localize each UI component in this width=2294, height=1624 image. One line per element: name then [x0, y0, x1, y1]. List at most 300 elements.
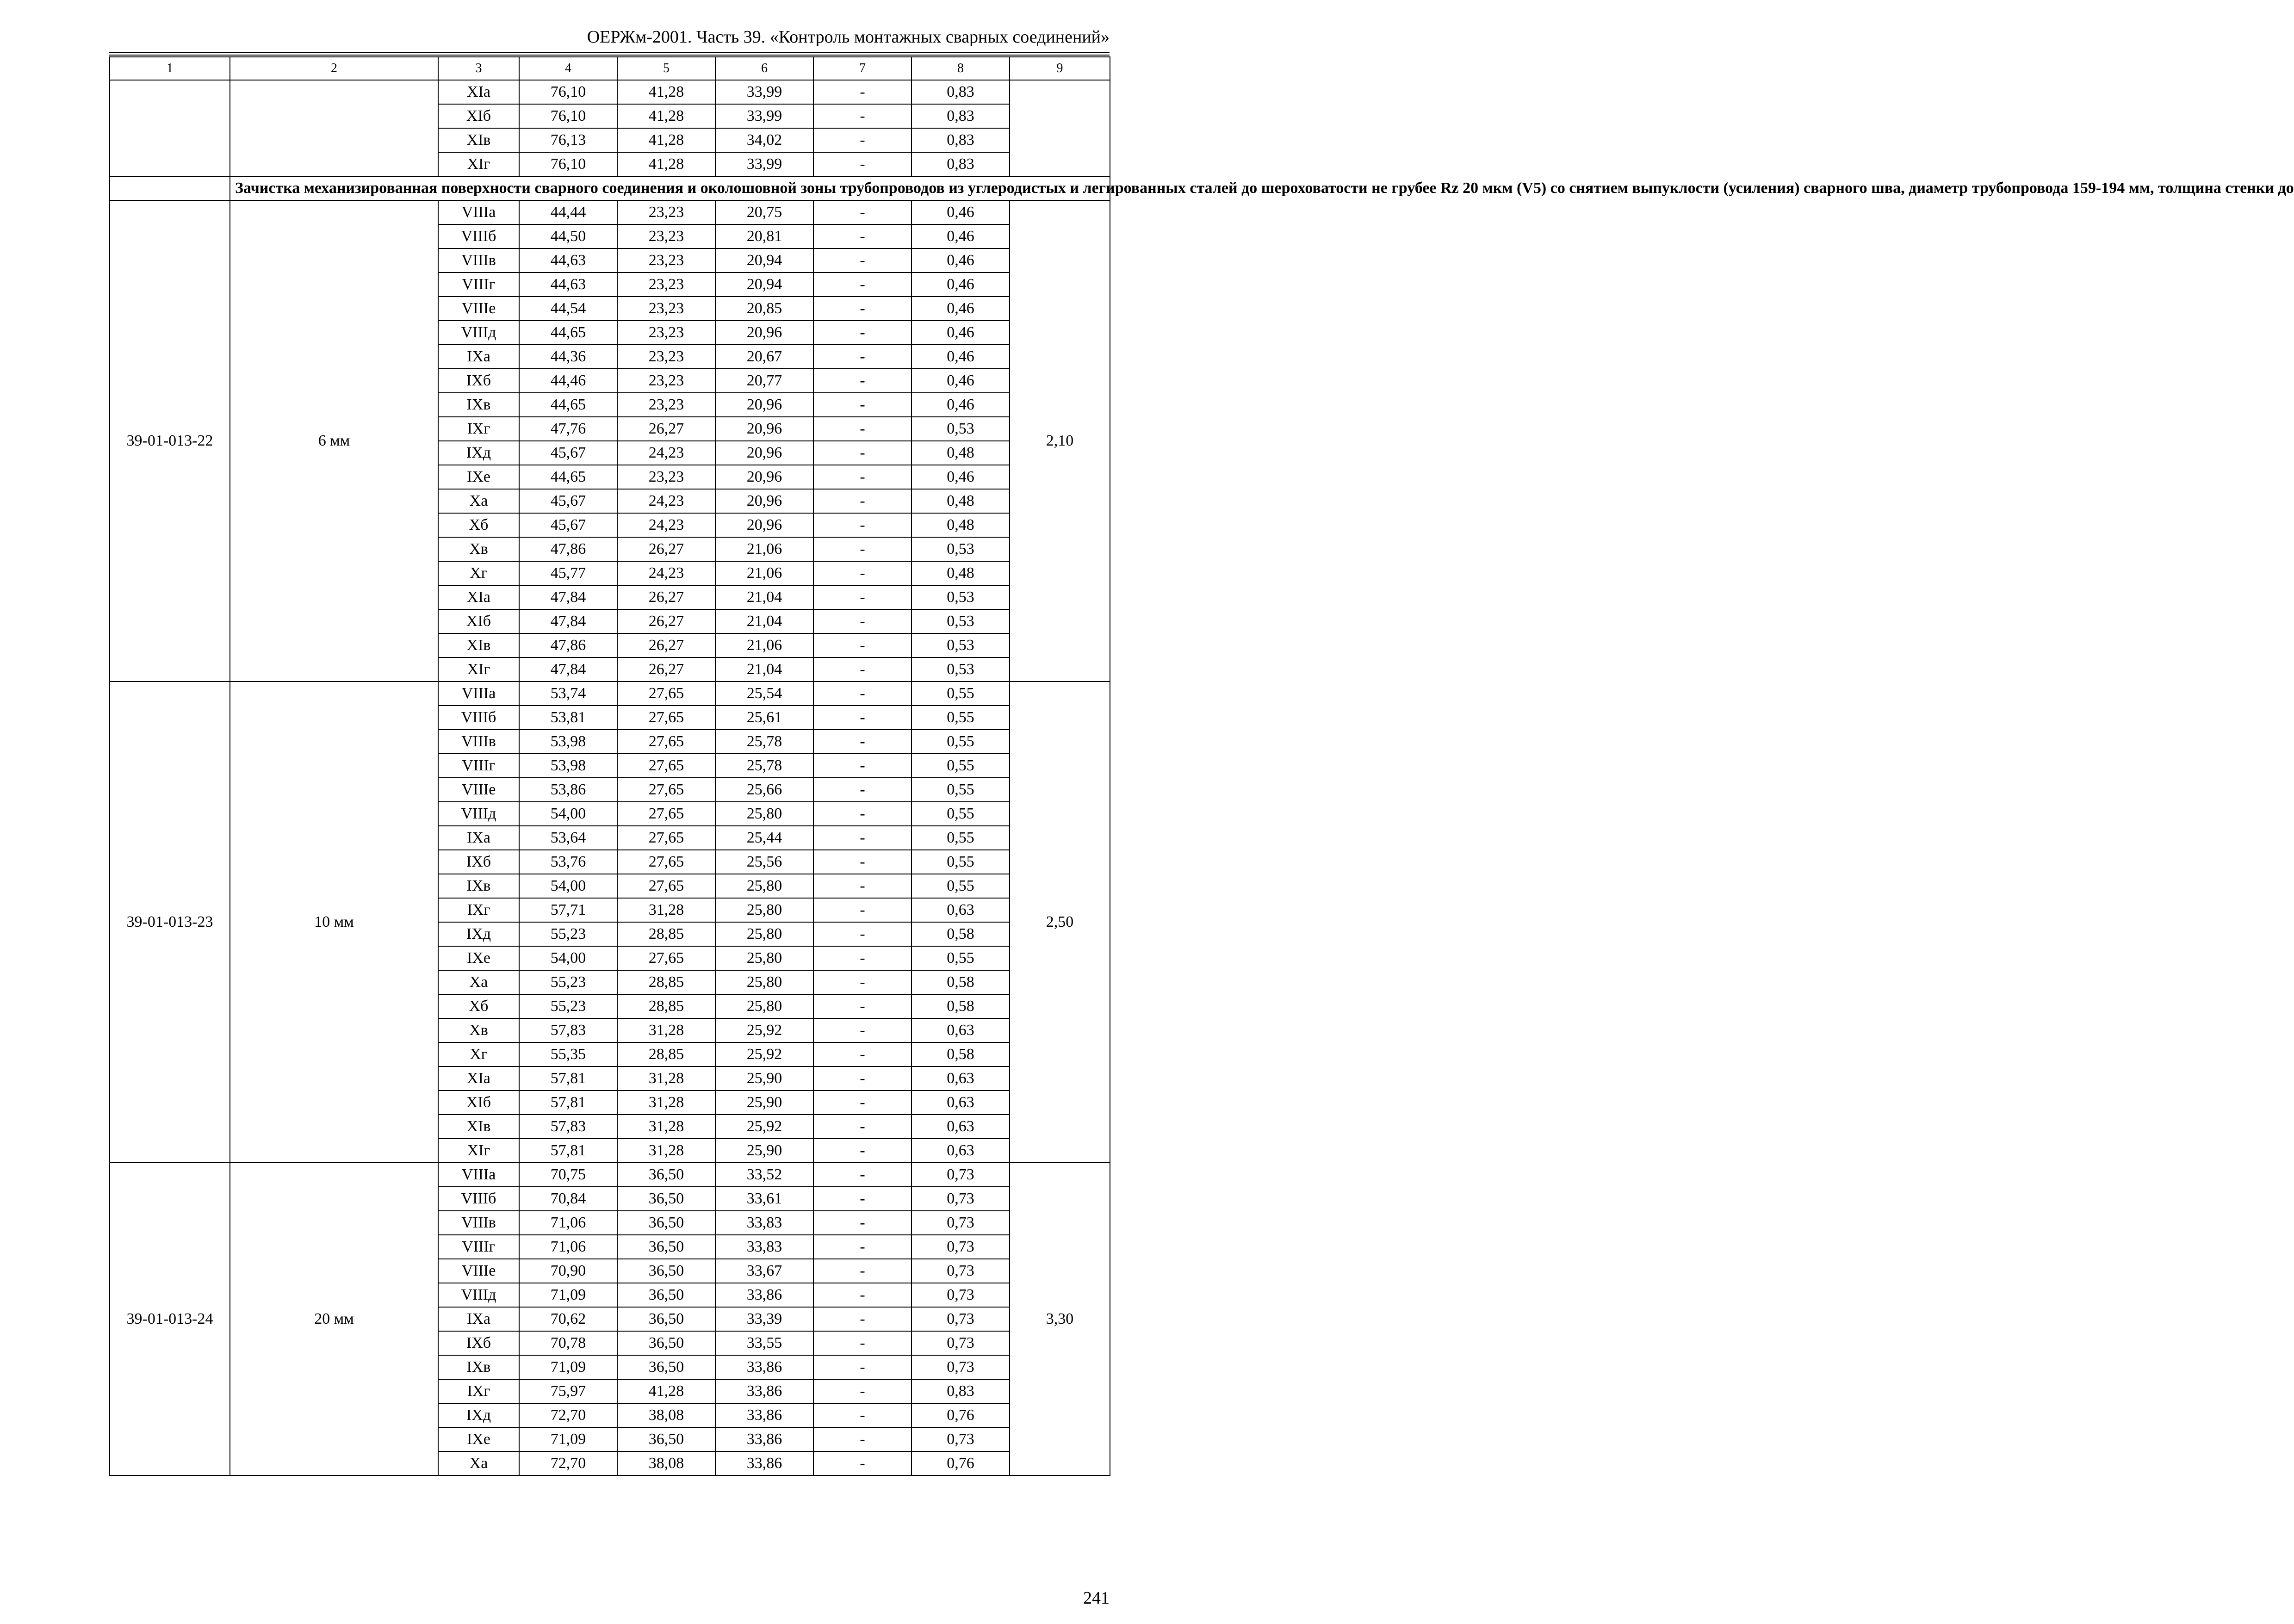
total-cost: 54,00	[519, 802, 617, 826]
wages: 27,65	[617, 802, 715, 826]
materials-cost: 0,73	[911, 1211, 1010, 1235]
total-cost: 71,06	[519, 1211, 617, 1235]
table-row	[110, 200, 1110, 224]
tariff-class: VIIIа	[438, 1163, 519, 1187]
drivers-wages: -	[813, 609, 911, 633]
machine-cost: 33,83	[715, 1235, 813, 1259]
machine-cost: 33,99	[715, 104, 813, 128]
machine-cost: 25,80	[715, 946, 813, 970]
machine-cost: 25,92	[715, 1018, 813, 1042]
wages: 27,65	[617, 874, 715, 898]
column-number: 9	[1010, 57, 1110, 80]
machine-cost: 20,94	[715, 273, 813, 297]
materials-cost: 0,53	[911, 633, 1010, 657]
materials-cost: 0,46	[911, 345, 1010, 369]
materials-cost: 0,48	[911, 441, 1010, 465]
total-cost: 47,76	[519, 417, 617, 441]
tariff-class: VIIIв	[438, 730, 519, 754]
drivers-wages: -	[813, 200, 911, 224]
tariff-class: Xг	[438, 1042, 519, 1066]
tariff-class: IXв	[438, 874, 519, 898]
materials-cost: 0,73	[911, 1331, 1010, 1355]
tariff-class: IXд	[438, 1403, 519, 1427]
column-number: 3	[438, 57, 519, 80]
drivers-wages: -	[813, 80, 911, 104]
drivers-wages: -	[813, 994, 911, 1018]
total-cost: 71,06	[519, 1235, 617, 1259]
thickness-cell	[230, 80, 438, 176]
materials-cost: 0,55	[911, 850, 1010, 874]
coef-cell	[1010, 80, 1110, 176]
materials-cost: 0,73	[911, 1259, 1010, 1283]
rates-table	[109, 56, 2294, 1476]
wages: 26,27	[617, 417, 715, 441]
wages: 41,28	[617, 1379, 715, 1403]
tariff-class: Xб	[438, 513, 519, 537]
drivers-wages: -	[813, 273, 911, 297]
tariff-class: IXб	[438, 369, 519, 393]
materials-cost: 0,46	[911, 224, 1010, 248]
total-cost: 76,10	[519, 152, 617, 176]
machine-cost: 25,78	[715, 730, 813, 754]
materials-cost: 0,46	[911, 273, 1010, 297]
machine-cost: 25,66	[715, 778, 813, 802]
section-code-cell	[110, 176, 230, 200]
total-cost: 53,98	[519, 754, 617, 778]
machine-cost: 25,90	[715, 1091, 813, 1115]
total-cost: 57,83	[519, 1115, 617, 1139]
machine-cost: 20,67	[715, 345, 813, 369]
wall-thickness: 20 мм	[230, 1163, 438, 1475]
total-cost: 44,63	[519, 248, 617, 273]
running-header: ОЕРЖм-2001. Часть 39. «Контроль монтажных сварных соединений»	[587, 27, 1110, 47]
labour-coefficient: 2,50	[1010, 682, 1110, 1163]
total-cost: 44,65	[519, 465, 617, 489]
drivers-wages: -	[813, 1211, 911, 1235]
drivers-wages: -	[813, 1283, 911, 1307]
wages: 27,65	[617, 754, 715, 778]
drivers-wages: -	[813, 826, 911, 850]
materials-cost: 0,58	[911, 922, 1010, 946]
drivers-wages: -	[813, 754, 911, 778]
materials-cost: 0,83	[911, 104, 1010, 128]
machine-cost: 33,99	[715, 152, 813, 176]
total-cost: 44,65	[519, 393, 617, 417]
machine-cost: 25,92	[715, 1115, 813, 1139]
wages: 27,65	[617, 682, 715, 706]
drivers-wages: -	[813, 561, 911, 585]
wages: 23,23	[617, 345, 715, 369]
total-cost: 57,81	[519, 1066, 617, 1091]
machine-cost: 25,80	[715, 922, 813, 946]
total-cost: 55,23	[519, 994, 617, 1018]
wages: 23,23	[617, 321, 715, 345]
materials-cost: 0,55	[911, 826, 1010, 850]
tariff-class: XIг	[438, 152, 519, 176]
tariff-class: XIа	[438, 1066, 519, 1091]
machine-cost: 25,56	[715, 850, 813, 874]
materials-cost: 0,55	[911, 730, 1010, 754]
total-cost: 76,13	[519, 128, 617, 152]
drivers-wages: -	[813, 898, 911, 922]
machine-cost: 33,55	[715, 1331, 813, 1355]
wages: 36,50	[617, 1163, 715, 1187]
tariff-class: XIг	[438, 1139, 519, 1163]
wages: 36,50	[617, 1427, 715, 1451]
total-cost: 71,09	[519, 1427, 617, 1451]
tariff-class: XIб	[438, 1091, 519, 1115]
wages: 38,08	[617, 1403, 715, 1427]
machine-cost: 33,86	[715, 1283, 813, 1307]
wages: 24,23	[617, 441, 715, 465]
drivers-wages: -	[813, 465, 911, 489]
machine-cost: 25,90	[715, 1066, 813, 1091]
drivers-wages: -	[813, 633, 911, 657]
tariff-class: Xв	[438, 537, 519, 561]
materials-cost: 0,58	[911, 970, 1010, 994]
drivers-wages: -	[813, 513, 911, 537]
total-cost: 70,78	[519, 1331, 617, 1355]
machine-cost: 25,80	[715, 994, 813, 1018]
column-number: 1	[110, 57, 230, 80]
materials-cost: 0,63	[911, 1115, 1010, 1139]
materials-cost: 0,83	[911, 152, 1010, 176]
tariff-class: VIIIа	[438, 682, 519, 706]
tariff-class: Xб	[438, 994, 519, 1018]
materials-cost: 0,55	[911, 778, 1010, 802]
wages: 28,85	[617, 922, 715, 946]
wages: 41,28	[617, 152, 715, 176]
wages: 24,23	[617, 513, 715, 537]
machine-cost: 21,04	[715, 657, 813, 682]
labour-coefficient: 2,10	[1010, 200, 1110, 682]
tariff-class: VIIIа	[438, 200, 519, 224]
materials-cost: 0,53	[911, 585, 1010, 609]
total-cost: 44,44	[519, 200, 617, 224]
drivers-wages: -	[813, 489, 911, 513]
tariff-class: Xа	[438, 489, 519, 513]
drivers-wages: -	[813, 1379, 911, 1403]
materials-cost: 0,53	[911, 417, 1010, 441]
wages: 27,65	[617, 826, 715, 850]
rate-code: 39-01-013-22	[110, 200, 230, 682]
drivers-wages: -	[813, 1018, 911, 1042]
tariff-class: IXд	[438, 922, 519, 946]
machine-cost: 25,80	[715, 802, 813, 826]
wages: 28,85	[617, 994, 715, 1018]
tariff-class: VIIIг	[438, 754, 519, 778]
drivers-wages: -	[813, 874, 911, 898]
materials-cost: 0,73	[911, 1187, 1010, 1211]
header-rule	[109, 52, 1110, 53]
materials-cost: 0,76	[911, 1451, 1010, 1475]
total-cost: 70,62	[519, 1307, 617, 1331]
tariff-class: IXв	[438, 393, 519, 417]
total-cost: 70,90	[519, 1259, 617, 1283]
drivers-wages: -	[813, 152, 911, 176]
drivers-wages: -	[813, 657, 911, 682]
materials-cost: 0,48	[911, 513, 1010, 537]
wages: 27,65	[617, 778, 715, 802]
tariff-class: VIIIб	[438, 224, 519, 248]
materials-cost: 0,58	[911, 1042, 1010, 1066]
tariff-class: IXе	[438, 1427, 519, 1451]
machine-cost: 20,96	[715, 321, 813, 345]
materials-cost: 0,53	[911, 657, 1010, 682]
materials-cost: 0,73	[911, 1427, 1010, 1451]
tariff-class: Xг	[438, 561, 519, 585]
drivers-wages: -	[813, 248, 911, 273]
wages: 23,23	[617, 369, 715, 393]
wages: 24,23	[617, 561, 715, 585]
drivers-wages: -	[813, 297, 911, 321]
column-number: 8	[911, 57, 1010, 80]
machine-cost: 25,54	[715, 682, 813, 706]
tariff-class: XIа	[438, 585, 519, 609]
materials-cost: 0,46	[911, 369, 1010, 393]
machine-cost: 20,96	[715, 417, 813, 441]
wages: 27,65	[617, 730, 715, 754]
materials-cost: 0,83	[911, 128, 1010, 152]
wages: 28,85	[617, 970, 715, 994]
machine-cost: 20,77	[715, 369, 813, 393]
materials-cost: 0,46	[911, 393, 1010, 417]
drivers-wages: -	[813, 1139, 911, 1163]
wages: 36,50	[617, 1331, 715, 1355]
page-number: 241	[1083, 1588, 1110, 1608]
tariff-class: XIв	[438, 1115, 519, 1139]
machine-cost: 33,39	[715, 1307, 813, 1331]
tariff-class: XIг	[438, 657, 519, 682]
drivers-wages: -	[813, 1451, 911, 1475]
tariff-class: VIIIд	[438, 321, 519, 345]
machine-cost: 20,75	[715, 200, 813, 224]
drivers-wages: -	[813, 1235, 911, 1259]
column-number: 7	[813, 57, 911, 80]
total-cost: 45,77	[519, 561, 617, 585]
machine-cost: 20,96	[715, 393, 813, 417]
materials-cost: 0,63	[911, 1018, 1010, 1042]
total-cost: 70,75	[519, 1163, 617, 1187]
section-row	[110, 176, 1110, 200]
wages: 23,23	[617, 297, 715, 321]
machine-cost: 20,81	[715, 224, 813, 248]
wall-thickness: 6 мм	[230, 200, 438, 682]
materials-cost: 0,46	[911, 321, 1010, 345]
drivers-wages: -	[813, 802, 911, 826]
wages: 36,50	[617, 1211, 715, 1235]
drivers-wages: -	[813, 778, 911, 802]
tariff-class: IXг	[438, 417, 519, 441]
drivers-wages: -	[813, 128, 911, 152]
tariff-class: VIIIе	[438, 297, 519, 321]
materials-cost: 0,83	[911, 80, 1010, 104]
materials-cost: 0,73	[911, 1355, 1010, 1379]
tariff-class: VIIIд	[438, 802, 519, 826]
tariff-class: VIIIв	[438, 1211, 519, 1235]
wages: 27,65	[617, 706, 715, 730]
total-cost: 47,84	[519, 585, 617, 609]
total-cost: 53,81	[519, 706, 617, 730]
table-row	[110, 80, 1110, 104]
machine-cost: 34,02	[715, 128, 813, 152]
total-cost: 53,64	[519, 826, 617, 850]
tariff-class: XIа	[438, 80, 519, 104]
machine-cost: 25,61	[715, 706, 813, 730]
wages: 26,27	[617, 633, 715, 657]
total-cost: 55,23	[519, 922, 617, 946]
rate-code: 39-01-013-23	[110, 682, 230, 1163]
machine-cost: 33,86	[715, 1403, 813, 1427]
materials-cost: 0,83	[911, 1379, 1010, 1403]
drivers-wages: -	[813, 730, 911, 754]
wages: 31,28	[617, 1139, 715, 1163]
tariff-class: IXд	[438, 441, 519, 465]
drivers-wages: -	[813, 369, 911, 393]
wages: 27,65	[617, 850, 715, 874]
tariff-class: IXа	[438, 1307, 519, 1331]
tariff-class: IXб	[438, 850, 519, 874]
wages: 23,23	[617, 465, 715, 489]
wages: 31,28	[617, 1066, 715, 1091]
table-row	[110, 682, 1110, 706]
wages: 23,23	[617, 200, 715, 224]
tariff-class: VIIIд	[438, 1283, 519, 1307]
drivers-wages: -	[813, 1331, 911, 1355]
machine-cost: 25,80	[715, 970, 813, 994]
materials-cost: 0,55	[911, 754, 1010, 778]
machine-cost: 20,96	[715, 465, 813, 489]
wages: 41,28	[617, 80, 715, 104]
wages: 31,28	[617, 898, 715, 922]
machine-cost: 33,86	[715, 1451, 813, 1475]
drivers-wages: -	[813, 1163, 911, 1187]
machine-cost: 21,06	[715, 633, 813, 657]
total-cost: 76,10	[519, 80, 617, 104]
materials-cost: 0,73	[911, 1163, 1010, 1187]
wages: 26,27	[617, 657, 715, 682]
materials-cost: 0,55	[911, 874, 1010, 898]
materials-cost: 0,76	[911, 1403, 1010, 1427]
machine-cost: 20,96	[715, 513, 813, 537]
machine-cost: 25,78	[715, 754, 813, 778]
machine-cost: 20,85	[715, 297, 813, 321]
total-cost: 53,86	[519, 778, 617, 802]
tariff-class: IXг	[438, 898, 519, 922]
materials-cost: 0,53	[911, 609, 1010, 633]
drivers-wages: -	[813, 393, 911, 417]
machine-cost: 21,06	[715, 561, 813, 585]
total-cost: 57,71	[519, 898, 617, 922]
drivers-wages: -	[813, 104, 911, 128]
tariff-class: XIв	[438, 128, 519, 152]
materials-cost: 0,46	[911, 465, 1010, 489]
total-cost: 71,09	[519, 1355, 617, 1379]
total-cost: 57,83	[519, 1018, 617, 1042]
drivers-wages: -	[813, 970, 911, 994]
tariff-class: VIIIв	[438, 248, 519, 273]
column-number: 5	[617, 57, 715, 80]
tariff-class: VIIIг	[438, 273, 519, 297]
machine-cost: 25,92	[715, 1042, 813, 1066]
total-cost: 44,63	[519, 273, 617, 297]
total-cost: 45,67	[519, 513, 617, 537]
materials-cost: 0,63	[911, 898, 1010, 922]
machine-cost: 33,52	[715, 1163, 813, 1187]
materials-cost: 0,53	[911, 537, 1010, 561]
wages: 23,23	[617, 248, 715, 273]
drivers-wages: -	[813, 1066, 911, 1091]
total-cost: 45,67	[519, 441, 617, 465]
materials-cost: 0,55	[911, 802, 1010, 826]
total-cost: 47,86	[519, 537, 617, 561]
tariff-class: Xа	[438, 970, 519, 994]
materials-cost: 0,73	[911, 1283, 1010, 1307]
drivers-wages: -	[813, 946, 911, 970]
machine-cost: 25,90	[715, 1139, 813, 1163]
total-cost: 47,86	[519, 633, 617, 657]
materials-cost: 0,73	[911, 1307, 1010, 1331]
drivers-wages: -	[813, 682, 911, 706]
materials-cost: 0,46	[911, 297, 1010, 321]
drivers-wages: -	[813, 1091, 911, 1115]
machine-cost: 33,61	[715, 1187, 813, 1211]
total-cost: 47,84	[519, 609, 617, 633]
materials-cost: 0,63	[911, 1139, 1010, 1163]
materials-cost: 0,48	[911, 561, 1010, 585]
machine-cost: 33,86	[715, 1355, 813, 1379]
total-cost: 70,84	[519, 1187, 617, 1211]
header-rule-double	[109, 55, 1110, 56]
drivers-wages: -	[813, 706, 911, 730]
table-row	[110, 1163, 1110, 1187]
total-cost: 55,35	[519, 1042, 617, 1066]
total-cost: 44,54	[519, 297, 617, 321]
wages: 36,50	[617, 1259, 715, 1283]
drivers-wages: -	[813, 441, 911, 465]
labour-coefficient: 3,30	[1010, 1163, 1110, 1475]
wages: 36,50	[617, 1355, 715, 1379]
total-cost: 44,46	[519, 369, 617, 393]
rate-code: 39-01-013-24	[110, 1163, 230, 1475]
total-cost: 57,81	[519, 1139, 617, 1163]
tariff-class: XIв	[438, 633, 519, 657]
total-cost: 54,00	[519, 874, 617, 898]
drivers-wages: -	[813, 1115, 911, 1139]
wages: 26,27	[617, 537, 715, 561]
wall-thickness: 10 мм	[230, 682, 438, 1163]
machine-cost: 20,94	[715, 248, 813, 273]
drivers-wages: -	[813, 585, 911, 609]
tariff-class: IXб	[438, 1331, 519, 1355]
column-number: 6	[715, 57, 813, 80]
materials-cost: 0,58	[911, 994, 1010, 1018]
materials-cost: 0,48	[911, 489, 1010, 513]
wages: 31,28	[617, 1115, 715, 1139]
total-cost: 44,50	[519, 224, 617, 248]
total-cost: 72,70	[519, 1451, 617, 1475]
materials-cost: 0,63	[911, 1091, 1010, 1115]
total-cost: 54,00	[519, 946, 617, 970]
total-cost: 47,84	[519, 657, 617, 682]
total-cost: 53,76	[519, 850, 617, 874]
machine-cost: 33,86	[715, 1379, 813, 1403]
drivers-wages: -	[813, 1355, 911, 1379]
column-number: 2	[230, 57, 438, 80]
machine-cost: 33,67	[715, 1259, 813, 1283]
wages: 36,50	[617, 1187, 715, 1211]
tariff-class: VIIIе	[438, 1259, 519, 1283]
